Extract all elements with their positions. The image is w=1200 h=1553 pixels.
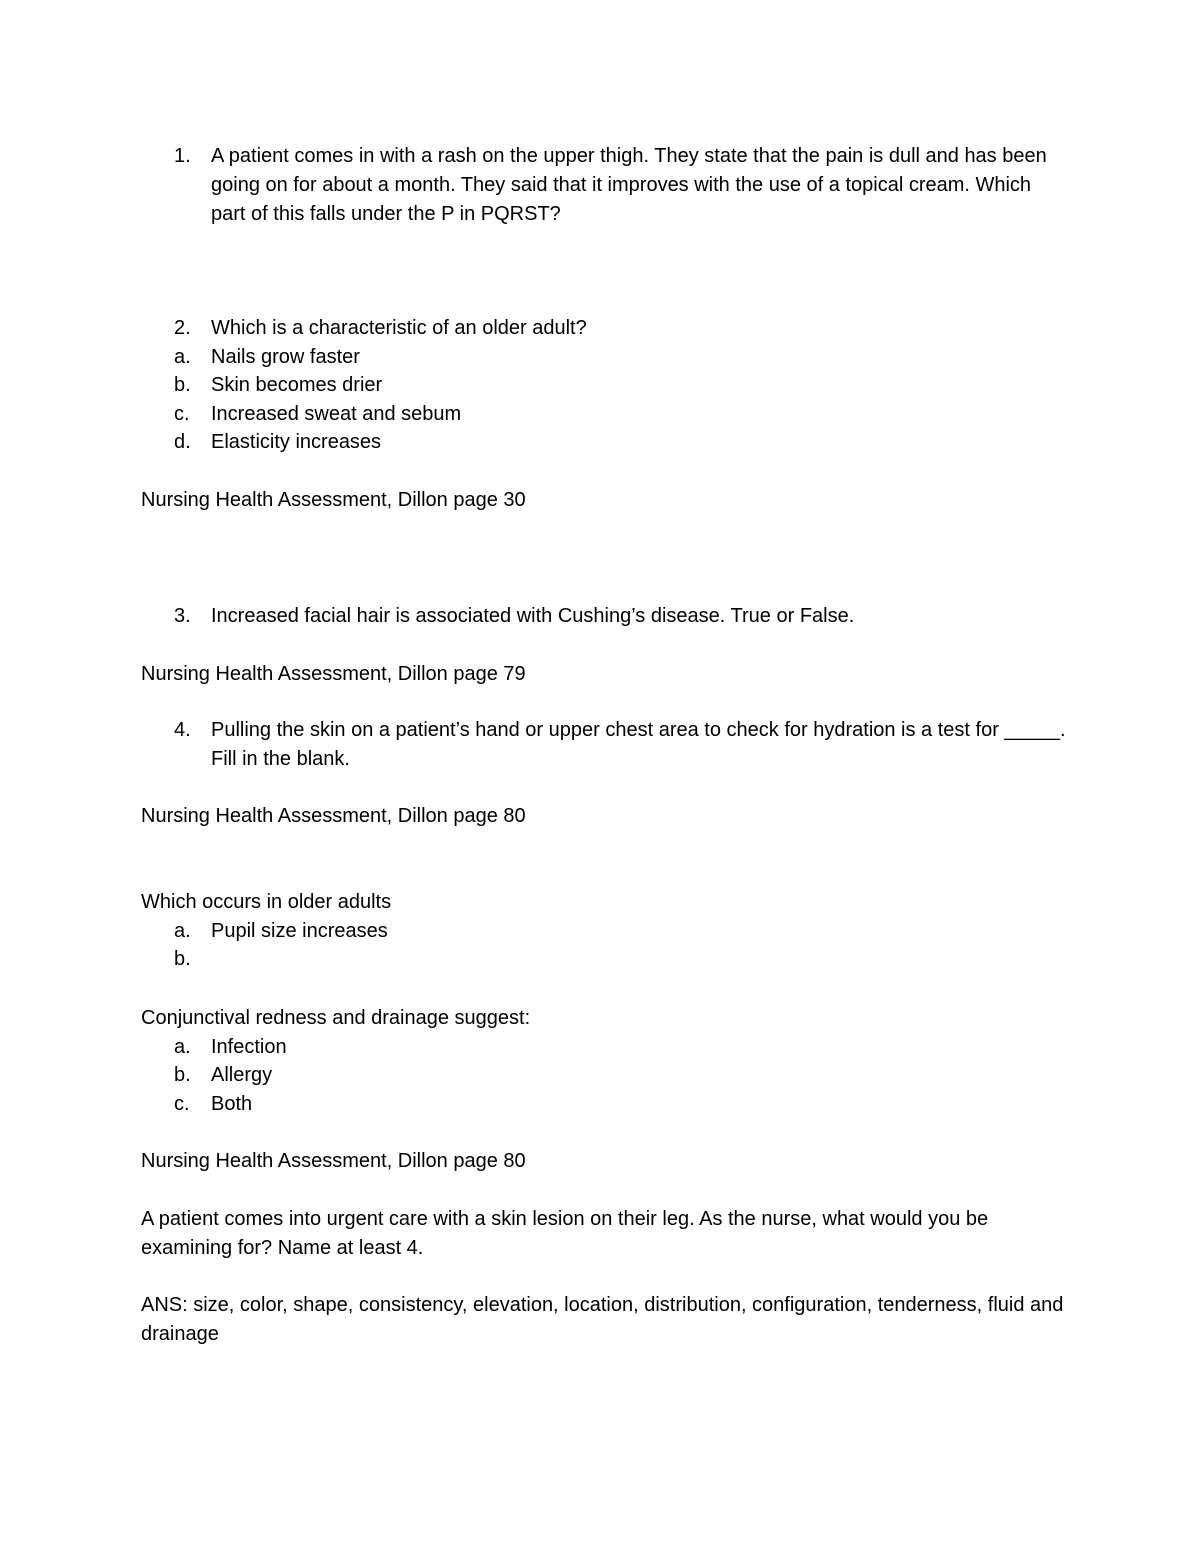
option-letter: c. (174, 402, 190, 425)
option-text: Skin becomes drier (211, 374, 383, 396)
reference-line (0, 660, 1200, 689)
list-item (0, 343, 1200, 372)
list-item (0, 428, 1200, 457)
option-text: Infection (211, 1035, 287, 1058)
list-item (0, 1033, 1200, 1062)
reference-text: Nursing Health Assessment, Dillon page 30 (141, 489, 526, 511)
option-text: Allergy (211, 1064, 273, 1086)
reference-line (0, 1147, 1200, 1176)
question-number: 2. (174, 317, 191, 339)
question-number: 4. (174, 719, 191, 741)
option-letter: a. (174, 919, 191, 942)
option-letter: b. (174, 948, 191, 970)
question-text: A patient comes into urgent care with a skin lesion on their leg. As the nurse, what would you be examining for? Name at least 4. (141, 1208, 989, 1259)
reference-line (0, 486, 1200, 515)
option-letter: c. (174, 1092, 190, 1115)
question-number: 3. (174, 605, 191, 627)
question-4 (0, 716, 1200, 776)
answer-text: ANS: size, color, shape, consistency, elevation, location, distribution, configuration, tenderness, fluid and drainage (141, 1294, 1064, 1345)
list-item (0, 917, 1200, 946)
option-text: Increased sweat and sebum (211, 402, 462, 425)
reference-line (0, 802, 1200, 831)
reference-text: Nursing Health Assessment, Dillon page 80 (141, 1150, 526, 1172)
question-text: Which occurs in older adults (141, 891, 392, 913)
question-text: Pulling the skin on a patient’s hand or upper chest area to check for hydration is a test for _____. Fill in the blank. (211, 719, 1066, 770)
question-number: 1. (174, 145, 191, 167)
question-text: Which is a characteristic of an older adult? (211, 317, 587, 339)
option-letter: a. (174, 345, 191, 368)
question-5 (0, 888, 1200, 974)
option-letter: b. (174, 1064, 191, 1086)
question-text: Conjunctival redness and drainage suggest: (141, 1007, 531, 1029)
question-3 (0, 602, 1200, 631)
list-item (0, 371, 1200, 400)
option-text: Both (211, 1092, 253, 1115)
question-1 (0, 142, 1200, 232)
question-2 (0, 314, 1200, 457)
reference-text: Nursing Health Assessment, Dillon page 80 (141, 805, 526, 827)
question-text: Increased facial hair is associated with Cushing’s disease. True or False. (211, 605, 855, 627)
reference-text: Nursing Health Assessment, Dillon page 79 (141, 663, 526, 685)
list-item (0, 400, 1200, 429)
question-6 (0, 1004, 1200, 1118)
option-text: Pupil size increases (211, 919, 388, 942)
option-text: Elasticity increases (211, 431, 382, 453)
option-text: Nails grow faster (211, 345, 360, 368)
list-item (0, 1061, 1200, 1090)
option-letter: b. (174, 374, 191, 396)
list-item (0, 945, 1200, 974)
list-item (0, 1090, 1200, 1119)
question-text: A patient comes in with a rash on the upper thigh. They state that the pain is dull and has been going on for about a month. They said that it improves with the use of a topical cream. Which part of this falls under the P in PQRST? (211, 145, 1047, 225)
option-letter: a. (174, 1035, 191, 1058)
option-letter: d. (174, 431, 191, 453)
